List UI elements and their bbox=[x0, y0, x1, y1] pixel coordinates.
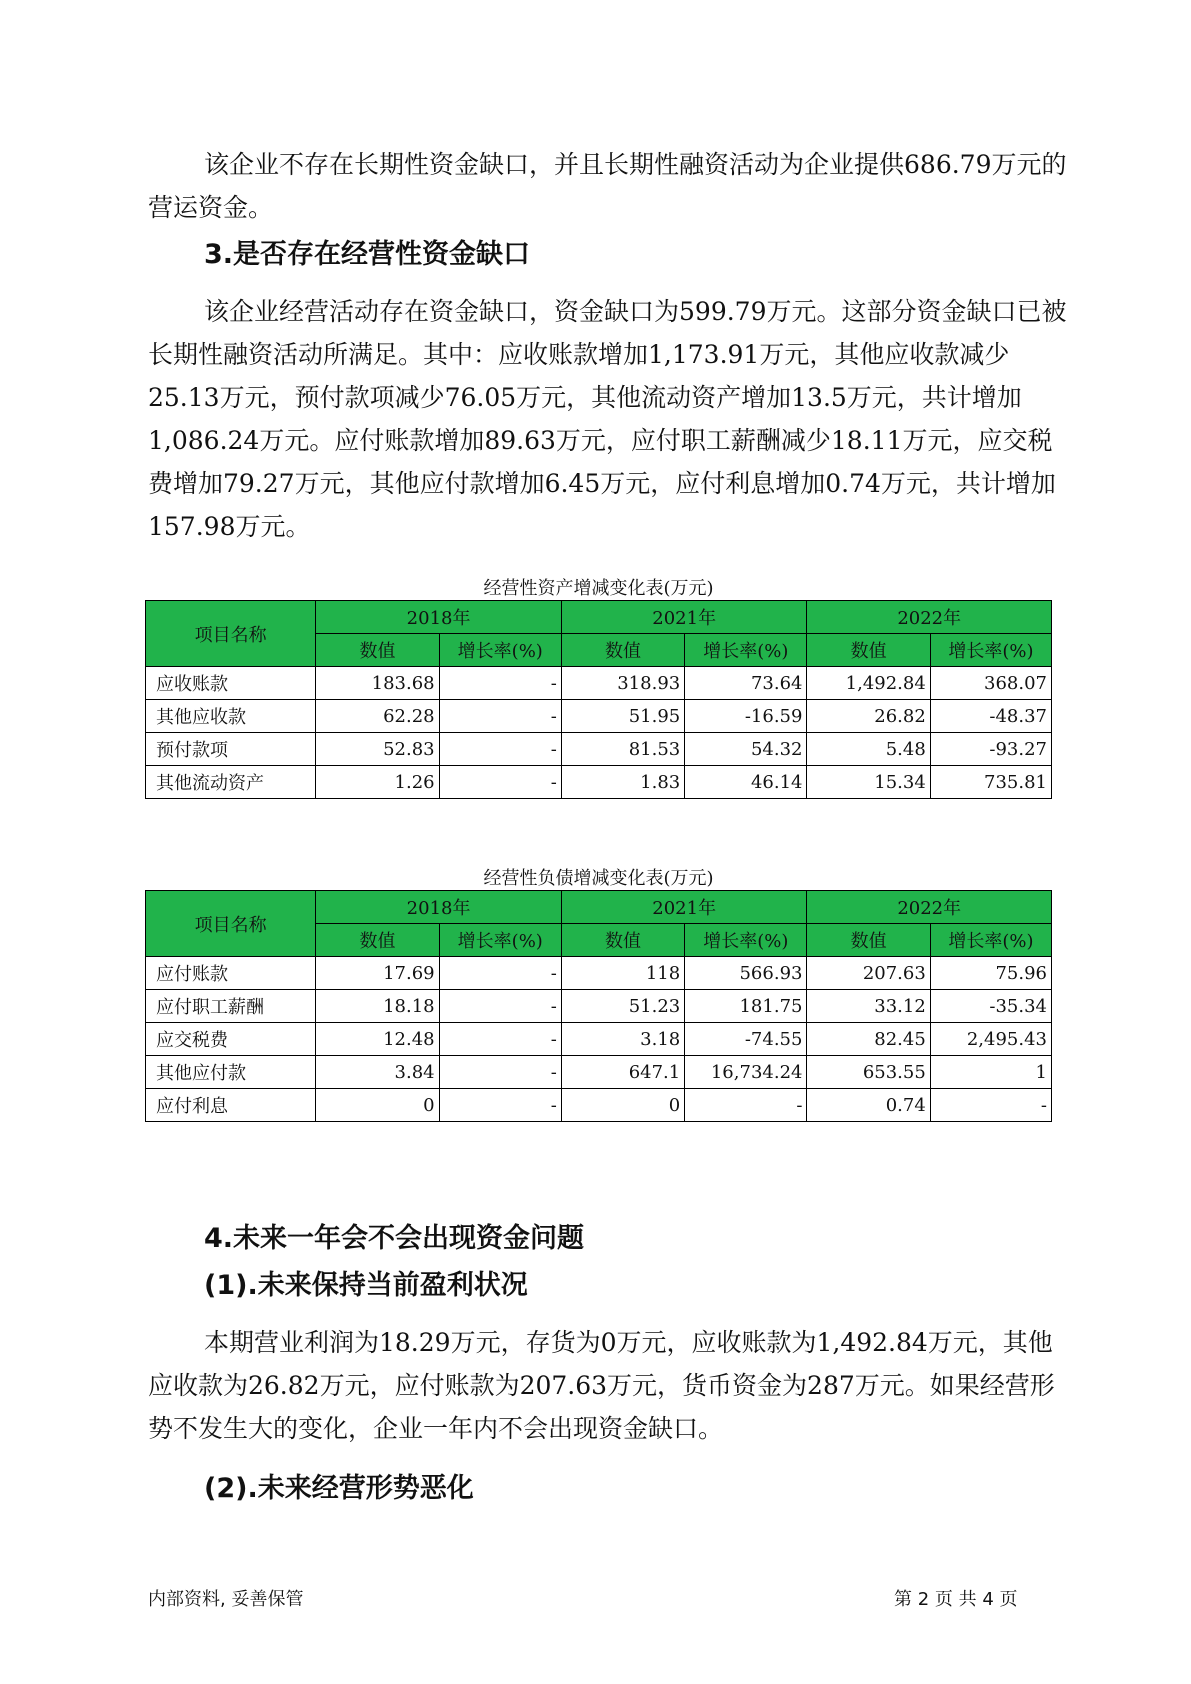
table-cell: -74.55 bbox=[685, 1023, 807, 1056]
table-row bbox=[146, 700, 1052, 733]
row-label: 预付款项 bbox=[146, 733, 316, 766]
row-label: 应交税费 bbox=[146, 1023, 316, 1056]
column-header-value: 数值 bbox=[561, 924, 684, 957]
column-header-value: 数值 bbox=[807, 634, 930, 667]
table-cell: - bbox=[685, 1089, 807, 1122]
table2-caption: 经营性负债增减变化表(万元) bbox=[483, 868, 714, 889]
table-row bbox=[146, 1089, 1052, 1122]
operating-assets-table bbox=[145, 600, 1052, 799]
table-cell: 0.74 bbox=[807, 1089, 930, 1122]
row-label: 应付利息 bbox=[146, 1089, 316, 1122]
table-row bbox=[146, 667, 1052, 700]
table-cell: 16,734.24 bbox=[685, 1056, 807, 1089]
subsection-heading-4-2: (2).未来经营形势恶化 bbox=[204, 1473, 474, 1504]
table-cell: 653.55 bbox=[807, 1056, 930, 1089]
column-header-item-name: 项目名称 bbox=[146, 601, 316, 667]
table-cell: 3.18 bbox=[561, 1023, 684, 1056]
table-cell: 51.23 bbox=[561, 990, 684, 1023]
table-cell: 0 bbox=[561, 1089, 684, 1122]
row-label: 其他流动资产 bbox=[146, 766, 316, 799]
column-header-year: 2022年 bbox=[807, 891, 1052, 924]
row-label: 其他应收款 bbox=[146, 700, 316, 733]
table-cell: -48.37 bbox=[930, 700, 1051, 733]
column-header-growth: 增长率(%) bbox=[685, 634, 807, 667]
table-cell: 82.45 bbox=[807, 1023, 930, 1056]
table-cell: 735.81 bbox=[930, 766, 1051, 799]
paragraph-current-profit: 本期营业利润为18.29万元，存货为0万元，应收账款为1,492.84万元，其他应收款为26.82万元，应付账款为207.63万元，货币资金为287万元。如果经营形势不发生大的变化，企业一年内不会出现资金缺口。 bbox=[148, 1328, 1055, 1443]
column-header-growth: 增长率(%) bbox=[930, 634, 1051, 667]
footer-confidential: 内部资料, 妥善保管 bbox=[148, 1589, 304, 1610]
table-cell: 51.95 bbox=[561, 700, 684, 733]
table-cell: - bbox=[439, 1089, 561, 1122]
column-header-value: 数值 bbox=[316, 924, 439, 957]
table-cell: 1.83 bbox=[561, 766, 684, 799]
column-header-year: 2022年 bbox=[807, 601, 1052, 634]
section-heading-4: 4.未来一年会不会出现资金问题 bbox=[204, 1223, 585, 1254]
table1-caption: 经营性资产增减变化表(万元) bbox=[483, 578, 714, 599]
column-header-growth: 增长率(%) bbox=[685, 924, 807, 957]
table-cell: - bbox=[439, 1056, 561, 1089]
row-label: 应付账款 bbox=[146, 957, 316, 990]
column-header-year: 2021年 bbox=[561, 601, 807, 634]
table-cell: 118 bbox=[561, 957, 684, 990]
column-header-growth: 增长率(%) bbox=[439, 634, 561, 667]
table-cell: - bbox=[439, 733, 561, 766]
paragraph-long-term: 该企业不存在长期性资金缺口，并且长期性融资活动为企业提供686.79万元的营运资金。 bbox=[148, 150, 1067, 222]
table-cell: 54.32 bbox=[685, 733, 807, 766]
column-header-year: 2018年 bbox=[316, 601, 562, 634]
table-cell: 12.48 bbox=[316, 1023, 439, 1056]
table-cell: 1 bbox=[930, 1056, 1051, 1089]
table-cell: 52.83 bbox=[316, 733, 439, 766]
table-cell: 183.68 bbox=[316, 667, 439, 700]
table-cell: 33.12 bbox=[807, 990, 930, 1023]
column-header-year: 2021年 bbox=[561, 891, 807, 924]
table-cell: - bbox=[439, 957, 561, 990]
table-row bbox=[146, 1023, 1052, 1056]
table-cell: 62.28 bbox=[316, 700, 439, 733]
subsection-heading-4-1: (1).未来保持当前盈利状况 bbox=[204, 1270, 528, 1301]
table-cell: - bbox=[439, 667, 561, 700]
table-cell: -16.59 bbox=[685, 700, 807, 733]
column-header-value: 数值 bbox=[316, 634, 439, 667]
table-row bbox=[146, 766, 1052, 799]
table-cell: 0 bbox=[316, 1089, 439, 1122]
table-cell: 3.84 bbox=[316, 1056, 439, 1089]
column-header-growth: 增长率(%) bbox=[439, 924, 561, 957]
table-cell: 18.18 bbox=[316, 990, 439, 1023]
table-cell: - bbox=[439, 990, 561, 1023]
table-cell: 207.63 bbox=[807, 957, 930, 990]
row-label: 应付职工薪酬 bbox=[146, 990, 316, 1023]
section-heading-3: 3.是否存在经营性资金缺口 bbox=[204, 239, 531, 270]
table-cell: 1.26 bbox=[316, 766, 439, 799]
table-row bbox=[146, 733, 1052, 766]
row-label: 其他应付款 bbox=[146, 1056, 316, 1089]
table-cell: 75.96 bbox=[930, 957, 1051, 990]
table-cell: 26.82 bbox=[807, 700, 930, 733]
footer-page-number: 第 2 页 共 4 页 bbox=[894, 1589, 1018, 1610]
column-header-value: 数值 bbox=[807, 924, 930, 957]
table-cell: 81.53 bbox=[561, 733, 684, 766]
table-row bbox=[146, 990, 1052, 1023]
table-cell: 368.07 bbox=[930, 667, 1051, 700]
table-cell: 318.93 bbox=[561, 667, 684, 700]
table-cell: - bbox=[439, 1023, 561, 1056]
table-cell: - bbox=[439, 700, 561, 733]
column-header-value: 数值 bbox=[561, 634, 684, 667]
table-cell: 647.1 bbox=[561, 1056, 684, 1089]
table-cell: 2,495.43 bbox=[930, 1023, 1051, 1056]
paragraph-operating-gap: 该企业经营活动存在资金缺口，资金缺口为599.79万元。这部分资金缺口已被长期性融资活动所满足。其中：应收账款增加1,173.91万元，其他应收款减少25.13万元，预付款项减少76.05万元，其他流动资产增加13.5万元，共计增加1,086.24万元。应付账款增加89.63万元，应付职工薪酬减少18.11万元，应交税费增加79.27万元，其他应付款增加6.45万元，应付利息增加0.74万元，共计增加157.98万元。 bbox=[148, 297, 1067, 541]
table-cell: 566.93 bbox=[685, 957, 807, 990]
table-cell: 181.75 bbox=[685, 990, 807, 1023]
column-header-year: 2018年 bbox=[316, 891, 562, 924]
table-row bbox=[146, 957, 1052, 990]
table-row bbox=[146, 1056, 1052, 1089]
table-cell: 15.34 bbox=[807, 766, 930, 799]
table-cell: 5.48 bbox=[807, 733, 930, 766]
operating-liabilities-table bbox=[145, 890, 1052, 1122]
table-cell: -35.34 bbox=[930, 990, 1051, 1023]
table-cell: - bbox=[439, 766, 561, 799]
table-cell: 73.64 bbox=[685, 667, 807, 700]
table-cell: -93.27 bbox=[930, 733, 1051, 766]
row-label: 应收账款 bbox=[146, 667, 316, 700]
column-header-growth: 增长率(%) bbox=[930, 924, 1051, 957]
table-cell: - bbox=[930, 1089, 1051, 1122]
table-cell: 1,492.84 bbox=[807, 667, 930, 700]
table-cell: 46.14 bbox=[685, 766, 807, 799]
table-cell: 17.69 bbox=[316, 957, 439, 990]
column-header-item-name: 项目名称 bbox=[146, 891, 316, 957]
